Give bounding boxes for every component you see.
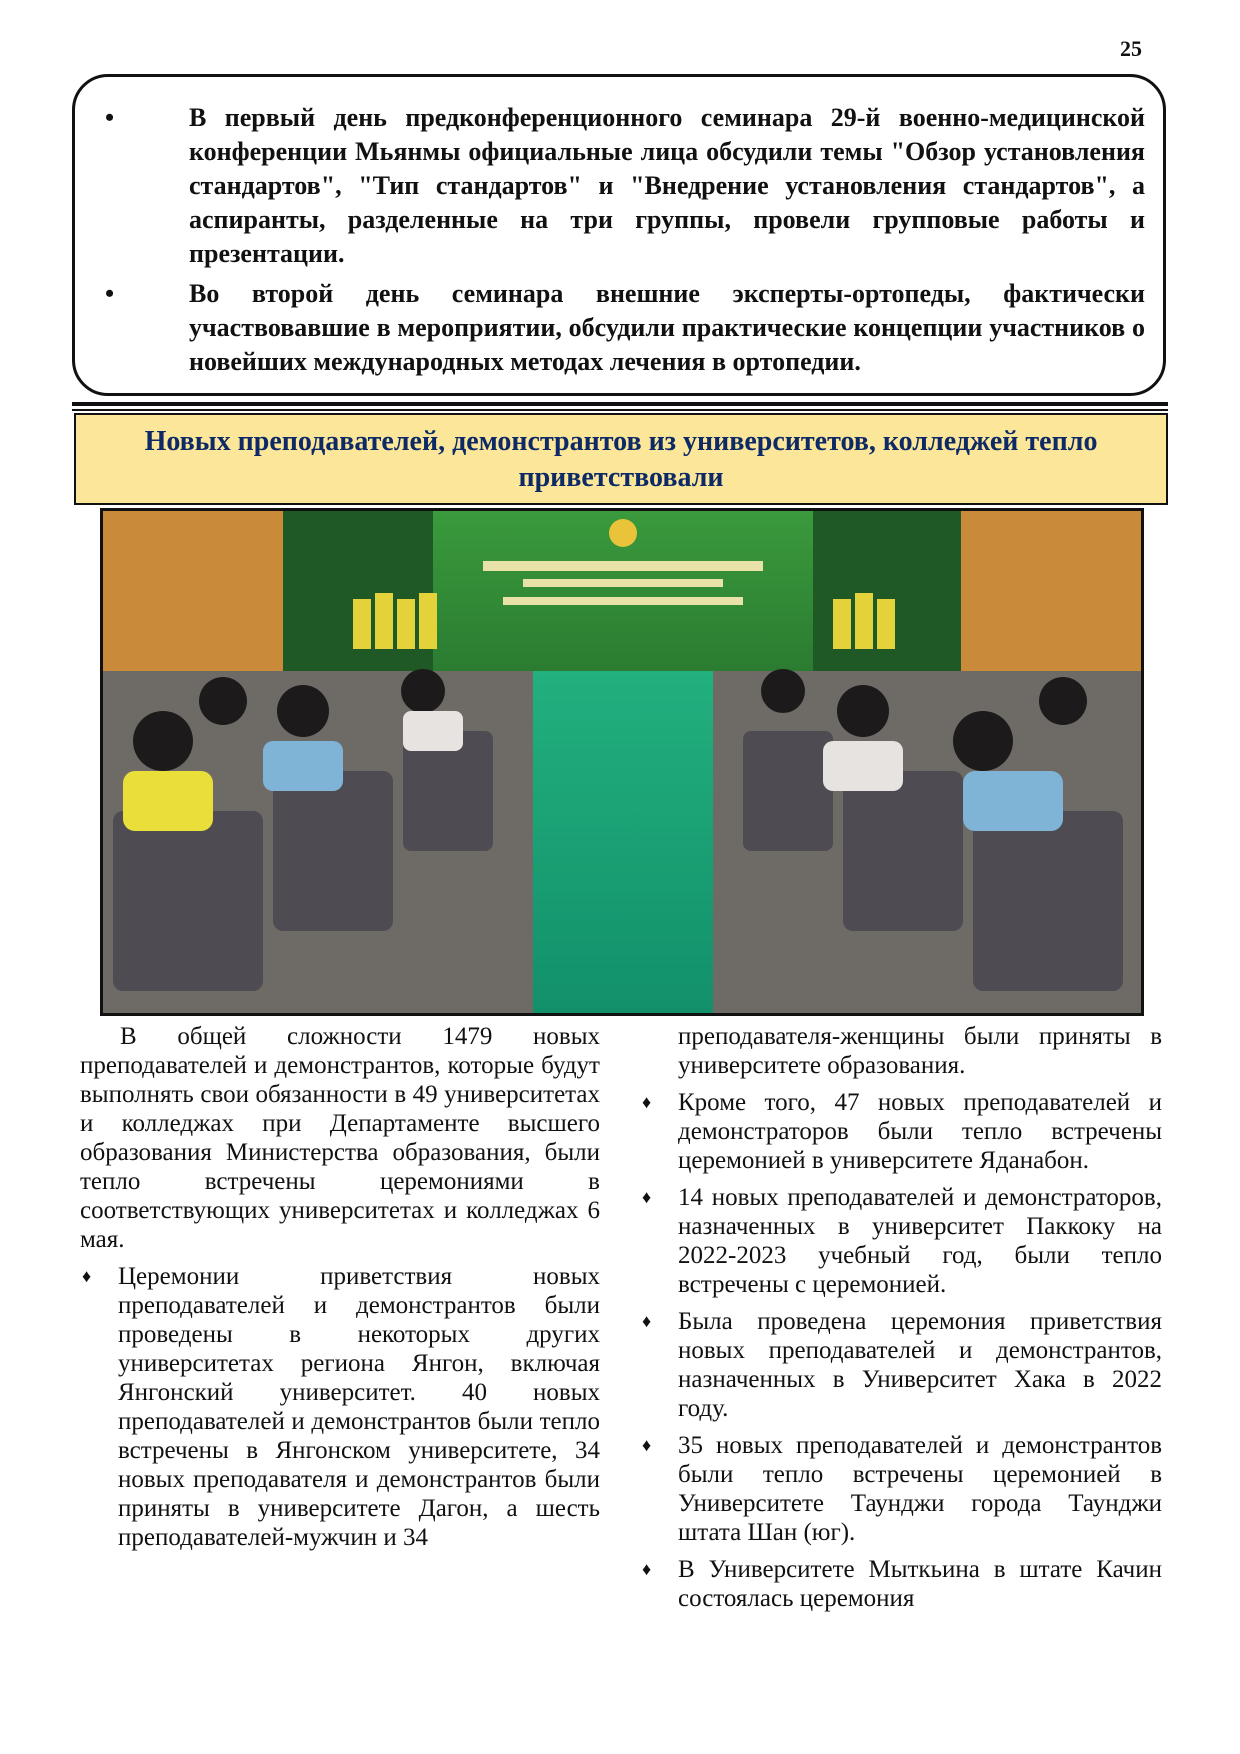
list-item-text: Церемонии приветствия новых преподавателей и демонстрантов были проведены в некоторых других университетах региона Янгон, включая Янгонский университет. 40 новых преподавателей и демонстрантов были тепло встречены в Янгонском университете, 34 новых преподавателя и демонстрантов были приняты в университете Дагон, а шесть преподавателей-мужчин и 34 <box>118 1263 600 1551</box>
section-divider <box>72 402 1168 406</box>
list-item-text: В Университете Мыткьина в штате Качин состоялась церемония <box>678 1556 1162 1612</box>
diamond-bullet-icon: ♦ <box>642 1092 652 1112</box>
article-column-left <box>80 1022 600 1560</box>
summary-bullet <box>93 101 1145 271</box>
list-item <box>640 1431 1162 1547</box>
page-number: 25 <box>1120 36 1142 61</box>
diamond-bullet-icon: ♦ <box>642 1435 652 1455</box>
list-item <box>640 1555 1162 1613</box>
list-item <box>640 1088 1162 1175</box>
list-item-text: 14 новых преподавателей и демонстраторов, назначенных в университет Паккоку на 2022-2023 учебный год, были тепло встречены с церемонией. <box>678 1184 1162 1298</box>
list-item-text: Была проведена церемония приветствия новых преподавателей и демонстрантов, назначенных в Университет Хака в 2022 году. <box>678 1308 1162 1422</box>
section-divider-thin <box>72 409 1168 411</box>
article-column-right <box>640 1022 1162 1621</box>
list-item-text: 35 новых преподавателей и демонстрантов были тепло встречены церемонией в Университете Таунджи города Таунджи штата Шан (юг). <box>678 1432 1162 1546</box>
right-bullet-list <box>640 1088 1162 1613</box>
continued-paragraph: преподавателя-женщины были приняты в университете образования. <box>678 1023 1162 1079</box>
summary-box <box>72 74 1166 396</box>
list-item-text: Кроме того, 47 новых преподавателей и демонстраторов были тепло встречены церемонией в университете Яданабон. <box>678 1089 1162 1174</box>
list-item <box>640 1307 1162 1423</box>
left-bullet-list <box>80 1262 600 1552</box>
summary-bullet <box>93 277 1145 379</box>
diamond-bullet-icon: ♦ <box>642 1559 652 1579</box>
summary-bullet-text: В первый день предконференционного семинара 29-й военно-медицинской конференции Мьянмы официальные лица обсудили темы "Обзор установления стандартов", "Тип стандартов" и "Внедрение установления стандартов", а аспиранты, разделенные на три группы, провели групповые работы и презентации. <box>189 103 1145 268</box>
ceremony-photo-illustration <box>103 511 1141 1013</box>
article-lead-paragraph: В общей сложности 1479 новых преподавателей и демонстрантов, которые будут выполнять свои обязанности в 49 университетах и колледжах при Департаменте высшего образования Министерства образования, были тепло встречены церемониями в соответствующих университетах и колледжах 6 мая. <box>80 1023 600 1253</box>
diamond-bullet-icon: ♦ <box>82 1266 92 1286</box>
summary-bullet-text: Во второй день семинара внешние эксперты-ортопеды, фактически участвовавшие в мероприятии, обсудили практические концепции участников о новейших международных методах лечения в ортопедии. <box>189 279 1145 376</box>
bullet-icon: • <box>105 279 115 308</box>
ceremony-photo <box>100 508 1144 1016</box>
list-item <box>80 1262 600 1552</box>
bullet-icon: • <box>105 103 115 132</box>
list-item <box>640 1183 1162 1299</box>
diamond-bullet-icon: ♦ <box>642 1187 652 1207</box>
summary-list <box>93 101 1145 379</box>
article-headline: Новых преподавателей, демонстрантов из университетов, колледжей тепло приветствовали <box>74 413 1168 505</box>
diamond-bullet-icon: ♦ <box>642 1311 652 1331</box>
